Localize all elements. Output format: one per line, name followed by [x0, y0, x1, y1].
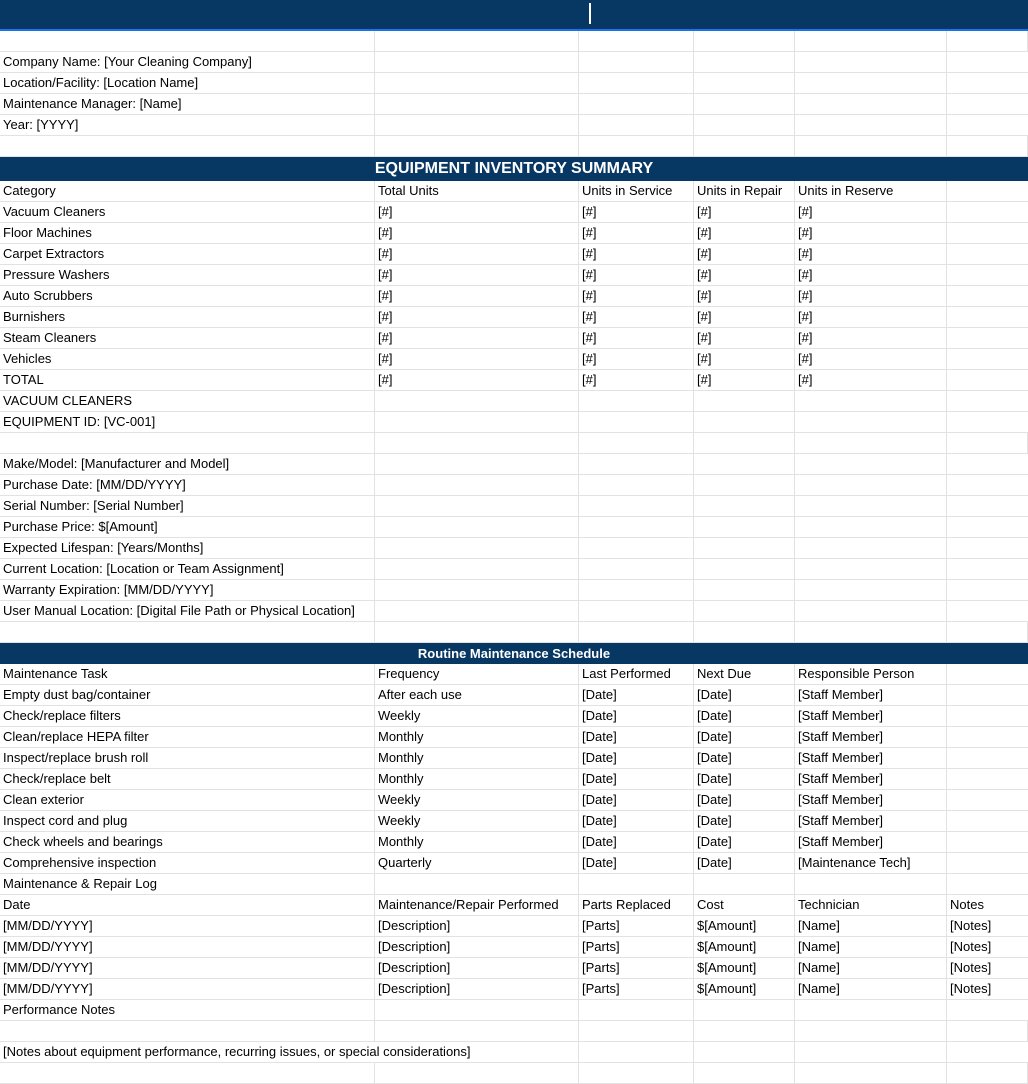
equipment-id-label[interactable]: EQUIPMENT ID: [VC-001]: [0, 412, 375, 432]
last-performed-cell[interactable]: [Date]: [579, 832, 694, 852]
company-name-cell[interactable]: Company Name: [Your Cleaning Company]: [0, 52, 375, 72]
empty-row[interactable]: [0, 136, 1028, 157]
empty-cell[interactable]: [579, 559, 694, 579]
year-row: [0, 115, 1028, 136]
total-units-cell[interactable]: [#]: [375, 307, 579, 327]
manager-row: [0, 94, 1028, 115]
units-in-service-cell[interactable]: [#]: [579, 244, 694, 264]
maintenance-row: [0, 748, 1028, 769]
equipment-id-row: [0, 412, 1028, 433]
task-cell[interactable]: Clean/replace HEPA filter: [0, 727, 375, 747]
empty-cell[interactable]: [795, 580, 947, 600]
frequency-cell[interactable]: Weekly: [375, 790, 579, 810]
category-cell[interactable]: TOTAL: [0, 370, 375, 390]
responsible-person-cell[interactable]: [Staff Member]: [795, 685, 947, 705]
inventory-row: [0, 223, 1028, 244]
col-header-notes[interactable]: Notes: [950, 897, 984, 912]
cost-cell[interactable]: $[Amount]: [694, 979, 795, 999]
units-in-repair-cell[interactable]: [#]: [694, 349, 795, 369]
performance-notes-cell[interactable]: [Notes about equipment performance, recurring issues, or special considerations]: [0, 1042, 579, 1062]
empty-cell[interactable]: [947, 790, 1028, 810]
maintenance-row: [0, 727, 1028, 748]
empty-cell[interactable]: [947, 580, 1028, 600]
col-header-total-units[interactable]: Total Units: [375, 181, 579, 201]
technician-cell[interactable]: [Name]: [795, 937, 947, 957]
performance-title[interactable]: Performance Notes: [0, 1000, 375, 1020]
empty-cell[interactable]: [375, 454, 579, 474]
repair-log-title-row: [0, 874, 1028, 895]
next-due-cell[interactable]: [Date]: [694, 790, 795, 810]
next-due-cell[interactable]: [Date]: [694, 727, 795, 747]
inventory-row: [0, 370, 1028, 391]
empty-cell[interactable]: [375, 559, 579, 579]
empty-cell[interactable]: [947, 223, 1028, 243]
equipment-detail-row: [0, 601, 1028, 622]
empty-cell[interactable]: [947, 202, 1028, 222]
category-cell[interactable]: Vacuum Cleaners: [0, 202, 375, 222]
col-header-units-in-repair[interactable]: Units in Repair: [694, 181, 795, 201]
empty-cell[interactable]: [947, 748, 1028, 768]
units-in-service-cell[interactable]: [#]: [579, 370, 694, 390]
responsible-person-cell[interactable]: [Staff Member]: [795, 706, 947, 726]
col-header-units-in-reserve[interactable]: Units in Reserve: [795, 181, 947, 201]
empty-cell[interactable]: [795, 601, 947, 621]
total-units-cell[interactable]: [#]: [375, 223, 579, 243]
units-in-reserve-cell[interactable]: [#]: [795, 202, 947, 222]
last-performed-cell[interactable]: [Date]: [579, 790, 694, 810]
maintenance-rows: [0, 685, 1028, 874]
date-cell[interactable]: [MM/DD/YYYY]: [0, 937, 375, 957]
empty-row[interactable]: [0, 622, 1028, 643]
units-in-repair-cell[interactable]: [#]: [694, 244, 795, 264]
empty-cell[interactable]: [579, 475, 694, 495]
empty-cell[interactable]: [947, 349, 1028, 369]
col-header-parts-replaced[interactable]: Parts Replaced: [579, 895, 694, 915]
empty-cell[interactable]: [947, 370, 1028, 390]
frequency-cell[interactable]: Weekly: [375, 706, 579, 726]
col-header-units-in-service[interactable]: Units in Service: [579, 181, 694, 201]
empty-cell[interactable]: [947, 685, 1028, 705]
empty-cell[interactable]: [375, 538, 579, 558]
equipment-detail-cell[interactable]: Purchase Date: [MM/DD/YYYY]: [0, 475, 375, 495]
repair-description-cell[interactable]: [Description]: [375, 916, 579, 936]
cost-cell[interactable]: $[Amount]: [694, 958, 795, 978]
empty-cell[interactable]: [795, 475, 947, 495]
units-in-service-cell[interactable]: [#]: [579, 286, 694, 306]
units-in-service-cell[interactable]: [#]: [579, 223, 694, 243]
col-header-responsible-person[interactable]: Responsible Person: [795, 664, 947, 684]
date-cell[interactable]: [MM/DD/YYYY]: [0, 979, 375, 999]
equipment-detail-row: [0, 538, 1028, 559]
frequency-cell[interactable]: Quarterly: [375, 853, 579, 873]
repair-description-cell[interactable]: [Description]: [375, 979, 579, 999]
category-cell[interactable]: Floor Machines: [0, 223, 375, 243]
equipment-detail-cell[interactable]: Expected Lifespan: [Years/Months]: [0, 538, 375, 558]
units-in-service-cell[interactable]: [#]: [579, 328, 694, 348]
empty-cell[interactable]: [947, 769, 1028, 789]
equipment-detail-row: [0, 475, 1028, 496]
maintenance-header-row: [0, 664, 1028, 685]
total-units-cell[interactable]: [#]: [375, 349, 579, 369]
empty-cell[interactable]: [795, 559, 947, 579]
empty-cell[interactable]: [947, 538, 1028, 558]
equipment-section-label[interactable]: VACUUM CLEANERS: [0, 391, 375, 411]
task-cell[interactable]: Inspect/replace brush roll: [0, 748, 375, 768]
empty-cell[interactable]: [375, 517, 579, 537]
col-header-maintenance-task[interactable]: Maintenance Task: [0, 664, 375, 684]
last-performed-cell[interactable]: [Date]: [579, 853, 694, 873]
empty-cell[interactable]: [579, 601, 694, 621]
total-units-cell[interactable]: [#]: [375, 286, 579, 306]
empty-cell[interactable]: [947, 559, 1028, 579]
equipment-detail-row: [0, 580, 1028, 601]
total-units-cell[interactable]: [#]: [375, 202, 579, 222]
inventory-header-row: [0, 181, 1028, 202]
parts-cell[interactable]: [Parts]: [579, 937, 694, 957]
units-in-service-cell[interactable]: [#]: [579, 349, 694, 369]
inventory-title: EQUIPMENT INVENTORY SUMMARY: [374, 160, 654, 177]
empty-cell[interactable]: [795, 538, 947, 558]
inventory-title-band[interactable]: [0, 157, 1028, 181]
last-performed-cell[interactable]: [Date]: [579, 769, 694, 789]
selected-header-cell[interactable]: [0, 0, 1028, 31]
maintenance-row: [0, 853, 1028, 874]
responsible-person-cell[interactable]: [Staff Member]: [795, 748, 947, 768]
manager-cell[interactable]: Maintenance Manager: [Name]: [0, 94, 375, 114]
performance-title-row: [0, 1000, 1028, 1021]
equipment-details: [0, 454, 1028, 622]
category-cell[interactable]: Vehicles: [0, 349, 375, 369]
equipment-section-row: [0, 391, 1028, 412]
empty-cell[interactable]: [947, 286, 1028, 306]
repair-log-title[interactable]: Maintenance & Repair Log: [0, 874, 375, 894]
text-cursor: [589, 3, 591, 24]
next-due-cell[interactable]: [Date]: [694, 748, 795, 768]
repair-log-header-row: [0, 895, 1028, 916]
empty-cell[interactable]: [947, 265, 1028, 285]
units-in-service-cell[interactable]: [#]: [579, 202, 694, 222]
empty-cell[interactable]: [375, 601, 579, 621]
units-in-reserve-cell[interactable]: [#]: [795, 223, 947, 243]
empty-cell[interactable]: [694, 580, 795, 600]
empty-cell[interactable]: [579, 496, 694, 516]
technician-cell[interactable]: [Name]: [795, 979, 947, 999]
category-cell[interactable]: Carpet Extractors: [0, 244, 375, 264]
units-in-reserve-cell[interactable]: [#]: [795, 244, 947, 264]
empty-row[interactable]: [0, 1021, 1028, 1042]
inventory-row: [0, 328, 1028, 349]
next-due-cell[interactable]: [Date]: [694, 853, 795, 873]
col-header-technician[interactable]: Technician: [795, 895, 947, 915]
frequency-cell[interactable]: After each use: [375, 685, 579, 705]
task-cell[interactable]: Empty dust bag/container: [0, 685, 375, 705]
date-cell[interactable]: [MM/DD/YYYY]: [0, 916, 375, 936]
next-due-cell[interactable]: [Date]: [694, 706, 795, 726]
empty-cell[interactable]: [694, 454, 795, 474]
total-units-cell[interactable]: [#]: [375, 370, 579, 390]
responsible-person-cell[interactable]: [Staff Member]: [795, 769, 947, 789]
cost-cell[interactable]: $[Amount]: [694, 916, 795, 936]
empty-cell[interactable]: [694, 517, 795, 537]
empty-cell[interactable]: [947, 454, 1028, 474]
col-header-next-due[interactable]: Next Due: [694, 664, 795, 684]
empty-cell[interactable]: [694, 538, 795, 558]
notes-cell[interactable]: [Notes]: [950, 981, 992, 996]
inventory-row: [0, 286, 1028, 307]
inventory-rows: [0, 202, 1028, 391]
empty-cell[interactable]: [947, 307, 1028, 327]
year-cell[interactable]: Year: [YYYY]: [0, 115, 375, 135]
total-units-cell[interactable]: [#]: [375, 244, 579, 264]
equipment-detail-row: [0, 559, 1028, 580]
empty-row[interactable]: [0, 31, 1028, 52]
empty-cell[interactable]: [375, 496, 579, 516]
next-due-cell[interactable]: [Date]: [694, 832, 795, 852]
maintenance-row: [0, 790, 1028, 811]
equipment-detail-cell[interactable]: Warranty Expiration: [MM/DD/YYYY]: [0, 580, 375, 600]
responsible-person-cell[interactable]: [Staff Member]: [795, 811, 947, 831]
empty-cell[interactable]: [947, 601, 1028, 621]
maintenance-title-band[interactable]: [0, 643, 1028, 664]
notes-cell[interactable]: [Notes]: [950, 939, 992, 954]
notes-cell[interactable]: [Notes]: [950, 918, 992, 933]
last-performed-cell[interactable]: [Date]: [579, 811, 694, 831]
next-due-cell[interactable]: [Date]: [694, 811, 795, 831]
category-cell[interactable]: Burnishers: [0, 307, 375, 327]
total-units-cell[interactable]: [#]: [375, 328, 579, 348]
frequency-cell[interactable]: Monthly: [375, 727, 579, 747]
equipment-detail-cell[interactable]: Purchase Price: $[Amount]: [0, 517, 375, 537]
technician-cell[interactable]: [Name]: [795, 916, 947, 936]
units-in-reserve-cell[interactable]: [#]: [795, 307, 947, 327]
maintenance-row: [0, 685, 1028, 706]
notes-cell[interactable]: [Notes]: [950, 960, 992, 975]
empty-cell[interactable]: [579, 517, 694, 537]
next-due-cell[interactable]: [Date]: [694, 685, 795, 705]
empty-cell[interactable]: [795, 496, 947, 516]
inventory-row: [0, 265, 1028, 286]
empty-cell[interactable]: [579, 538, 694, 558]
inventory-row: [0, 202, 1028, 223]
last-performed-cell[interactable]: [Date]: [579, 685, 694, 705]
equipment-detail-cell[interactable]: User Manual Location: [Digital File Path or Physical Location]: [0, 601, 375, 621]
units-in-repair-cell[interactable]: [#]: [694, 223, 795, 243]
equipment-detail-cell[interactable]: Serial Number: [Serial Number]: [0, 496, 375, 516]
task-cell[interactable]: Check/replace belt: [0, 769, 375, 789]
repair-log-row: [0, 979, 1028, 1000]
location-row: [0, 73, 1028, 94]
col-header-repair-performed[interactable]: Maintenance/Repair Performed: [375, 895, 579, 915]
maintenance-row: [0, 811, 1028, 832]
inventory-row: [0, 307, 1028, 328]
repair-description-cell[interactable]: [Description]: [375, 958, 579, 978]
responsible-person-cell[interactable]: [Staff Member]: [795, 832, 947, 852]
empty-cell[interactable]: [579, 580, 694, 600]
units-in-repair-cell[interactable]: [#]: [694, 307, 795, 327]
empty-cell[interactable]: [694, 475, 795, 495]
last-performed-cell[interactable]: [Date]: [579, 706, 694, 726]
units-in-reserve-cell[interactable]: [#]: [795, 349, 947, 369]
empty-row[interactable]: [0, 433, 1028, 454]
task-cell[interactable]: Check wheels and bearings: [0, 832, 375, 852]
empty-cell[interactable]: [947, 706, 1028, 726]
parts-cell[interactable]: [Parts]: [579, 958, 694, 978]
units-in-repair-cell[interactable]: [#]: [694, 286, 795, 306]
equipment-detail-row: [0, 496, 1028, 517]
empty-cell[interactable]: [579, 454, 694, 474]
maintenance-row: [0, 832, 1028, 853]
units-in-repair-cell[interactable]: [#]: [694, 328, 795, 348]
total-units-cell[interactable]: [#]: [375, 265, 579, 285]
empty-cell[interactable]: [947, 811, 1028, 831]
col-header-last-performed[interactable]: Last Performed: [579, 664, 694, 684]
repair-description-cell[interactable]: [Description]: [375, 937, 579, 957]
empty-cell[interactable]: [947, 832, 1028, 852]
col-header-frequency[interactable]: Frequency: [375, 664, 579, 684]
date-cell[interactable]: [MM/DD/YYYY]: [0, 958, 375, 978]
empty-cell[interactable]: [947, 727, 1028, 747]
maintenance-title: Routine Maintenance Schedule: [417, 646, 611, 661]
units-in-repair-cell[interactable]: [#]: [694, 202, 795, 222]
col-header-cost[interactable]: Cost: [694, 895, 795, 915]
frequency-cell[interactable]: Monthly: [375, 832, 579, 852]
equipment-detail-cell[interactable]: Make/Model: [Manufacturer and Model]: [0, 454, 375, 474]
performance-notes-row: [0, 1042, 1028, 1063]
responsible-person-cell[interactable]: [Staff Member]: [795, 727, 947, 747]
empty-cell[interactable]: [947, 517, 1028, 537]
maintenance-row: [0, 769, 1028, 790]
empty-row[interactable]: [0, 1063, 1028, 1084]
units-in-reserve-cell[interactable]: [#]: [795, 286, 947, 306]
empty-cell[interactable]: [947, 328, 1028, 348]
responsible-person-cell[interactable]: [Maintenance Tech]: [795, 853, 947, 873]
responsible-person-cell[interactable]: [Staff Member]: [795, 790, 947, 810]
repair-log-row: [0, 937, 1028, 958]
last-performed-cell[interactable]: [Date]: [579, 727, 694, 747]
equipment-detail-row: [0, 454, 1028, 475]
task-cell[interactable]: Inspect cord and plug: [0, 811, 375, 831]
location-cell[interactable]: Location/Facility: [Location Name]: [0, 73, 375, 93]
units-in-reserve-cell[interactable]: [#]: [795, 370, 947, 390]
frequency-cell[interactable]: Monthly: [375, 769, 579, 789]
units-in-service-cell[interactable]: [#]: [579, 307, 694, 327]
units-in-reserve-cell[interactable]: [#]: [795, 265, 947, 285]
empty-cell[interactable]: [795, 454, 947, 474]
repair-log-row: [0, 958, 1028, 979]
empty-cell[interactable]: [694, 496, 795, 516]
task-cell[interactable]: Check/replace filters: [0, 706, 375, 726]
category-cell[interactable]: Steam Cleaners: [0, 328, 375, 348]
maintenance-row: [0, 706, 1028, 727]
units-in-service-cell[interactable]: [#]: [579, 265, 694, 285]
empty-cell[interactable]: [694, 601, 795, 621]
units-in-reserve-cell[interactable]: [#]: [795, 328, 947, 348]
empty-cell[interactable]: [947, 475, 1028, 495]
parts-cell[interactable]: [Parts]: [579, 916, 694, 936]
technician-cell[interactable]: [Name]: [795, 958, 947, 978]
empty-cell[interactable]: [375, 475, 579, 495]
company-name-row: [0, 52, 1028, 73]
col-header-category[interactable]: Category: [0, 181, 375, 201]
task-cell[interactable]: Clean exterior: [0, 790, 375, 810]
category-cell[interactable]: Pressure Washers: [0, 265, 375, 285]
empty-cell[interactable]: [375, 580, 579, 600]
parts-cell[interactable]: [Parts]: [579, 979, 694, 999]
next-due-cell[interactable]: [Date]: [694, 769, 795, 789]
col-header-date[interactable]: Date: [0, 895, 375, 915]
repair-rows: [0, 916, 1028, 1000]
equipment-detail-row: [0, 517, 1028, 538]
repair-log-row: [0, 916, 1028, 937]
units-in-repair-cell[interactable]: [#]: [694, 370, 795, 390]
cost-cell[interactable]: $[Amount]: [694, 937, 795, 957]
empty-cell[interactable]: [947, 853, 1028, 873]
inventory-row: [0, 349, 1028, 370]
units-in-repair-cell[interactable]: [#]: [694, 265, 795, 285]
empty-cell[interactable]: [795, 517, 947, 537]
empty-cell[interactable]: [694, 559, 795, 579]
empty-cell[interactable]: [947, 244, 1028, 264]
empty-cell[interactable]: [947, 496, 1028, 516]
equipment-detail-cell[interactable]: Current Location: [Location or Team Assignment]: [0, 559, 375, 579]
frequency-cell[interactable]: Weekly: [375, 811, 579, 831]
inventory-row: [0, 244, 1028, 265]
category-cell[interactable]: Auto Scrubbers: [0, 286, 375, 306]
task-cell[interactable]: Comprehensive inspection: [0, 853, 375, 873]
last-performed-cell[interactable]: [Date]: [579, 748, 694, 768]
frequency-cell[interactable]: Monthly: [375, 748, 579, 768]
